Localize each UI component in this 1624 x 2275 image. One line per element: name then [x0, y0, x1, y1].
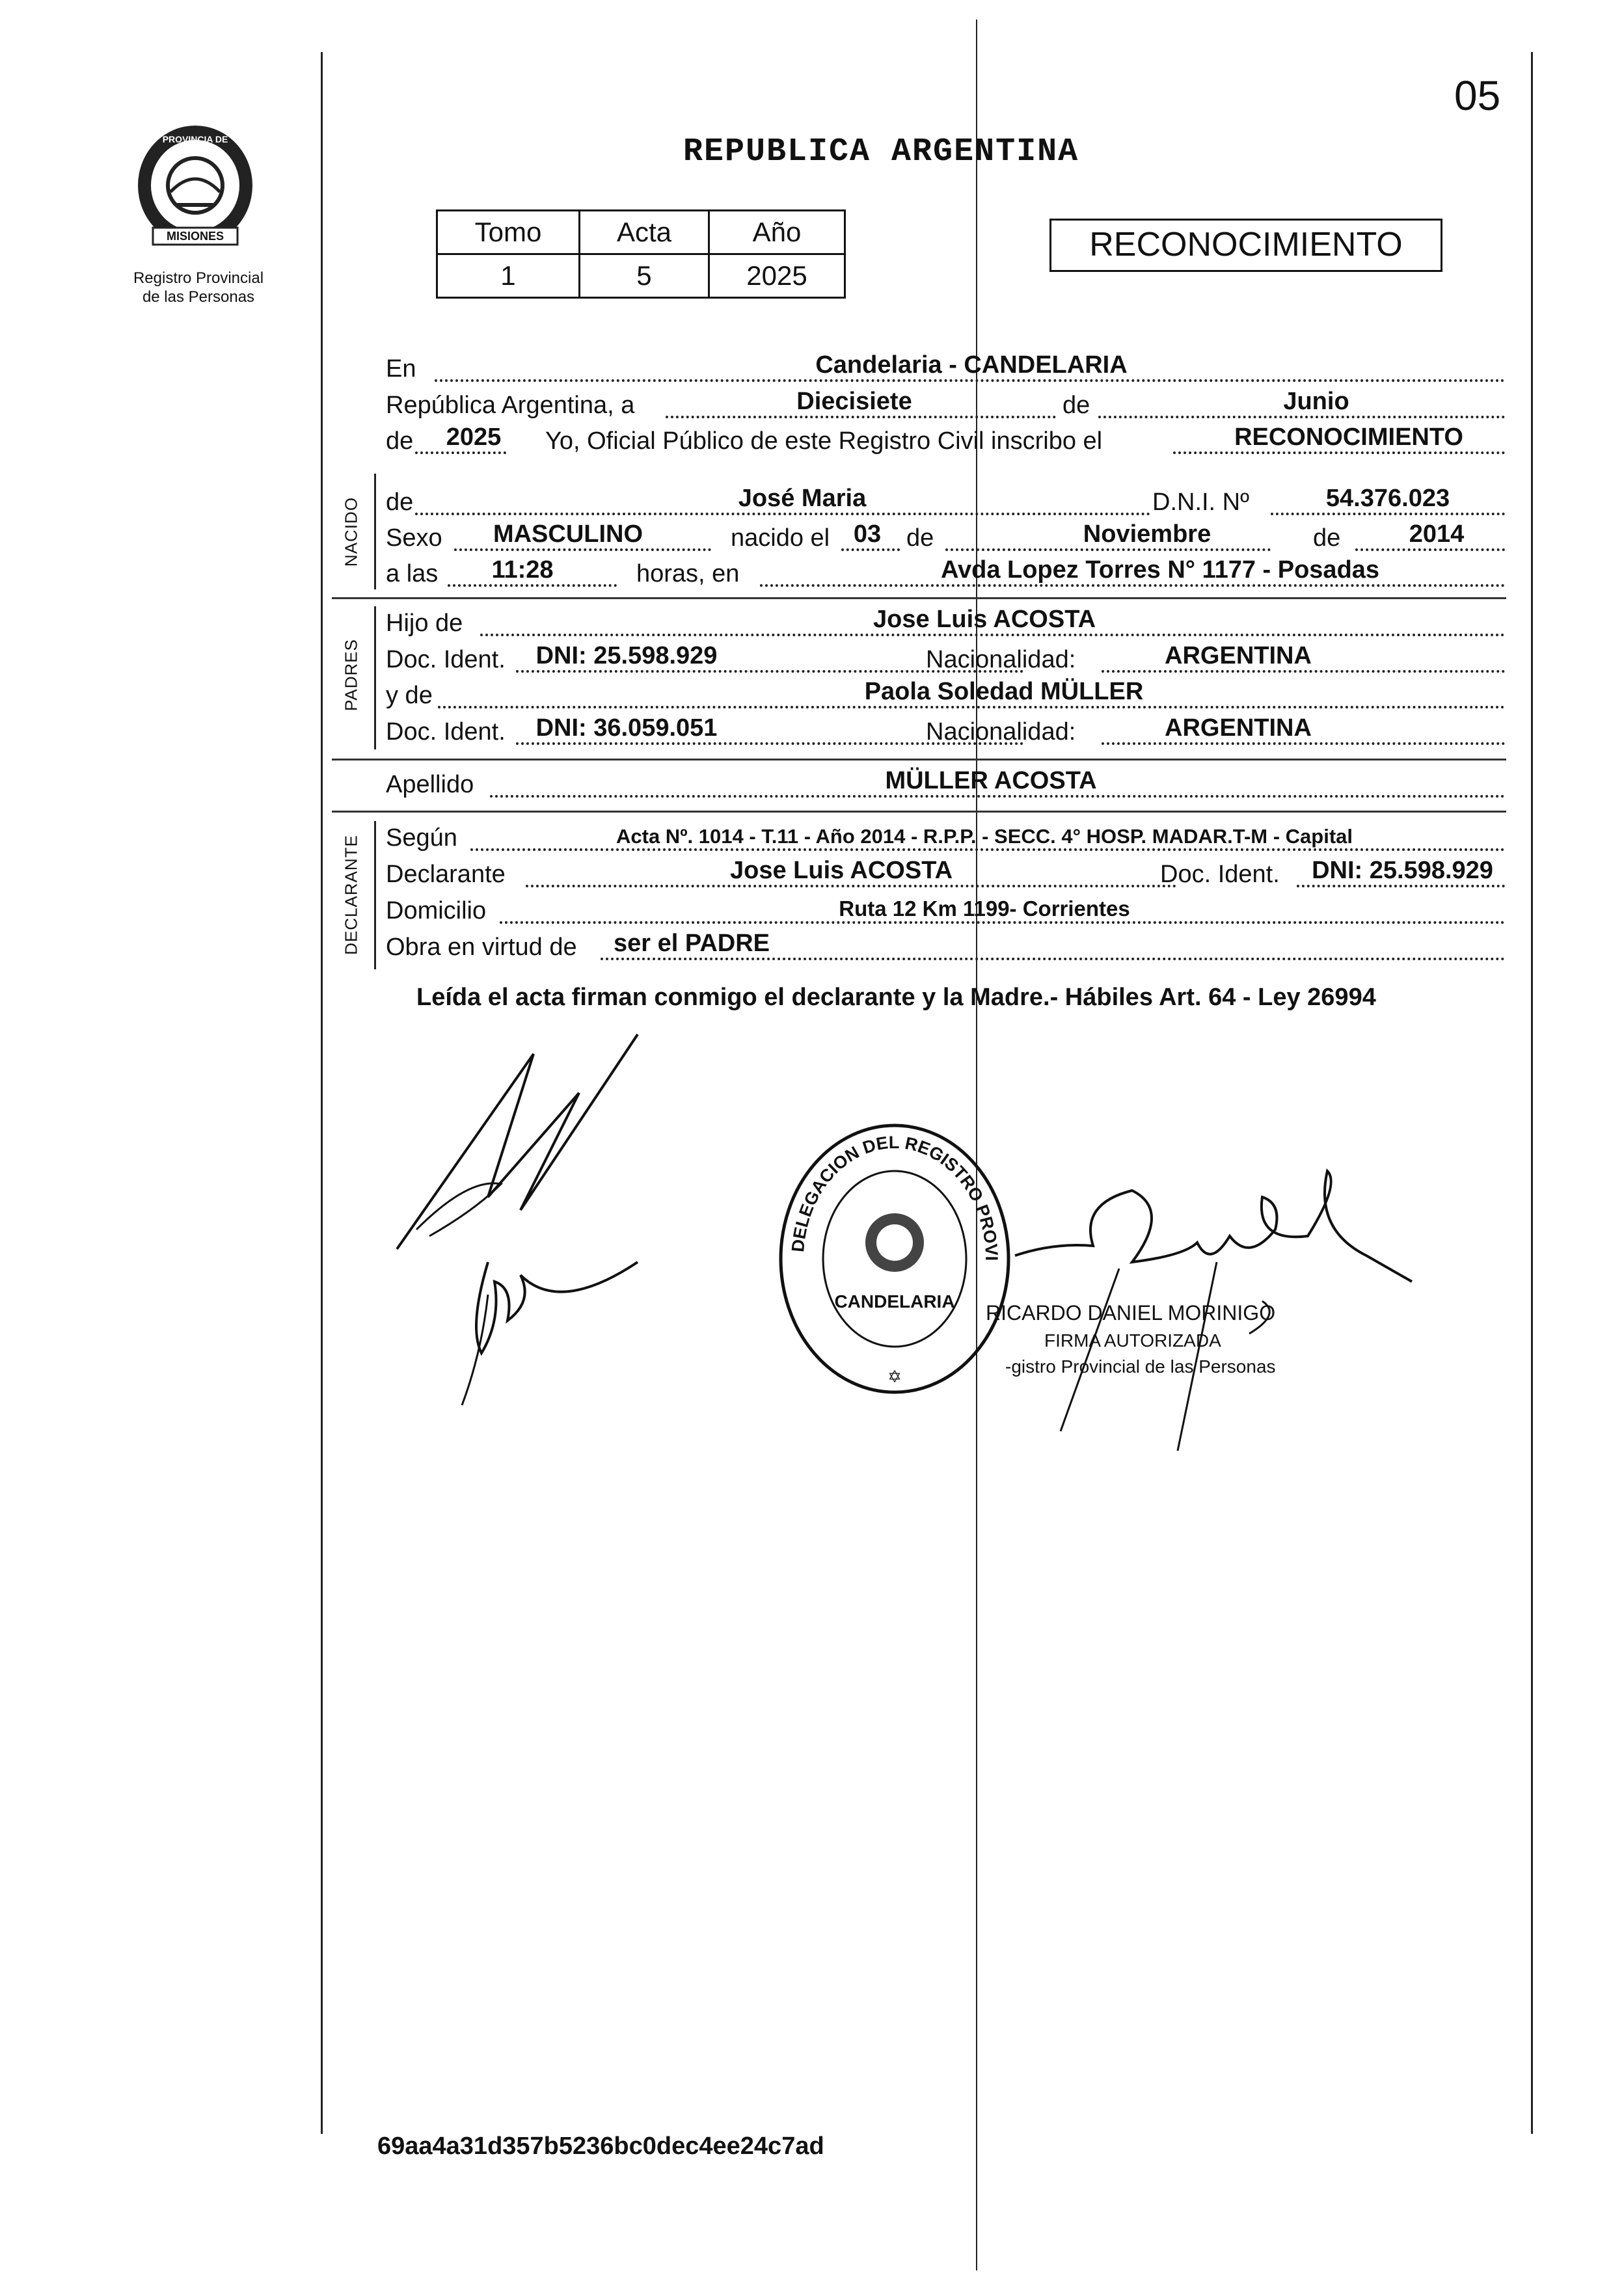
dots	[480, 634, 1505, 636]
value-sexo: MASCULINO	[493, 520, 643, 548]
label-doc-ident: Doc. Ident.	[386, 718, 506, 746]
label-de: de	[386, 489, 414, 516]
separator	[332, 811, 1506, 813]
section-label-declarante: DECLARANTE	[341, 835, 361, 955]
label-domicilio: Domicilio	[386, 897, 487, 924]
value-declarante-name: Jose Luis ACOSTA	[729, 857, 953, 884]
declarante-section-bar	[374, 821, 376, 969]
separator	[332, 597, 1506, 599]
row-mother	[386, 679, 1505, 715]
label-dni: D.N.I. Nº	[1152, 489, 1249, 516]
row-declarante	[386, 857, 1505, 894]
label-officer: Yo, Oficial Público de este Registro Civil inscribo el	[545, 427, 1103, 455]
signer-role: FIRMA AUTORIZADA	[1044, 1330, 1221, 1351]
province-seal-logo	[130, 120, 260, 250]
signer-office: -gistro Provincial de las Personas	[1005, 1356, 1276, 1377]
nacido-section-bar	[374, 474, 376, 589]
row-sexo	[386, 521, 1505, 558]
dots	[1297, 885, 1505, 887]
section-label-padres: PADRES	[341, 639, 361, 711]
dots	[415, 513, 1150, 515]
value-segun: Acta Nº. 1014 - T.11 - Año 2014 - R.P.P. - SECC. 4° HOSP. MADAR.T-M - Capital	[616, 825, 1353, 848]
dots	[601, 958, 1505, 960]
document-hash: 69aa4a31d357b5236bc0dec4ee24c7ad	[377, 2133, 824, 2160]
dots	[415, 451, 506, 454]
label-doc-ident: Doc. Ident.	[1160, 861, 1280, 888]
dots	[1098, 416, 1505, 418]
dots	[841, 548, 900, 551]
row-segun	[386, 821, 1505, 857]
value-child-name: José Maria	[738, 485, 867, 512]
value-mother-doc: DNI: 36.059.051	[535, 714, 718, 742]
logo-caption-line2: de las Personas	[142, 288, 255, 306]
svg-text:MISIONES: MISIONES	[166, 230, 224, 243]
dots	[1271, 513, 1505, 515]
section-label-nacido: NACIDO	[341, 496, 361, 567]
value-anio: 2025	[709, 254, 845, 298]
value-father-doc: DNI: 25.598.929	[535, 642, 718, 669]
value-month: Junio	[1283, 388, 1349, 415]
label-de-year: de	[386, 427, 414, 455]
dots	[470, 848, 1505, 851]
row-nacido-name	[386, 485, 1505, 522]
value-apellido: MÜLLER ACOSTA	[885, 767, 1097, 794]
dots	[1102, 742, 1505, 745]
registry-table-value-row	[437, 254, 845, 298]
right-margin-line	[1531, 52, 1533, 2134]
value-obra: ser el PADRE	[613, 930, 770, 957]
signer-name: RICARDO DANIEL MORINIGO	[986, 1301, 1276, 1325]
label-horas-en: horas, en	[636, 560, 740, 587]
logo-caption-line1: Registro Provincial	[133, 269, 264, 287]
registry-table	[436, 209, 846, 299]
value-day: Diecisiete	[796, 388, 912, 415]
svg-text:✡: ✡	[887, 1367, 902, 1387]
label-republica: República Argentina, a	[386, 392, 635, 419]
row-mother-doc	[386, 715, 1505, 751]
dots	[438, 706, 1505, 708]
page-number: 05	[1454, 72, 1501, 119]
value-place: Candelaria - CANDELARIA	[815, 351, 1128, 379]
label-y-de: y de	[386, 682, 433, 709]
value-child-dni: 54.376.023	[1325, 485, 1450, 512]
logo-caption	[117, 269, 280, 306]
dots	[666, 416, 1056, 418]
label-de: de	[1062, 392, 1090, 419]
label-segun: Según	[386, 824, 457, 852]
value-birth-month: Noviembre	[1083, 520, 1211, 548]
dots	[500, 921, 1505, 924]
value-acta: 5	[579, 254, 709, 298]
svg-text:CANDELARIA: CANDELARIA	[834, 1291, 955, 1312]
value-year: 2025	[446, 424, 502, 451]
label-nacionalidad: Nacionalidad:	[926, 646, 1076, 673]
label-de: de	[1313, 524, 1341, 552]
value-father-name: Jose Luis ACOSTA	[873, 606, 1096, 633]
label-hijo-de: Hijo de	[386, 610, 463, 637]
official-stamp	[774, 1119, 1015, 1399]
label-nacionalidad: Nacionalidad:	[926, 718, 1076, 746]
dots	[760, 584, 1505, 587]
dots	[526, 885, 1176, 887]
dots	[448, 584, 617, 587]
value-tomo: 1	[437, 254, 580, 298]
dots	[490, 795, 1505, 798]
value-mother-nationality: ARGENTINA	[1165, 714, 1312, 742]
row-date	[386, 388, 1505, 425]
dots	[945, 548, 1271, 551]
row-officer	[386, 424, 1505, 461]
act-type-box: RECONOCIMIENTO	[1049, 219, 1442, 272]
svg-text:DELEGACION DEL REGISTRO PROVIN: DELEGACION DEL REGISTRO PROVI	[788, 1132, 1002, 1261]
value-inscription: RECONOCIMIENTO	[1234, 424, 1463, 451]
label-nacido-el: nacido el	[731, 524, 830, 552]
value-declarante-doc: DNI: 25.598.929	[1312, 857, 1493, 884]
value-domicilio: Ruta 12 Km 1199- Corrientes	[839, 896, 1130, 921]
label-de: de	[906, 524, 934, 552]
dots	[1355, 548, 1505, 551]
registry-table-header-row	[437, 211, 845, 254]
padres-section-bar	[374, 606, 376, 749]
label-doc-ident: Doc. Ident.	[386, 646, 506, 673]
row-place	[386, 352, 1505, 388]
row-apellido	[386, 768, 1505, 804]
svg-text:PROVINCIA DE: PROVINCIA DE	[162, 134, 228, 144]
declarant-signature	[390, 1015, 664, 1418]
label-obra: Obra en virtud de	[386, 934, 577, 961]
value-birth-place: Avda Lopez Torres N° 1177 - Posadas	[940, 556, 1380, 584]
label-declarante: Declarante	[386, 861, 506, 888]
dots	[435, 379, 1505, 382]
value-time: 11:28	[491, 556, 554, 584]
row-obra	[386, 930, 1505, 967]
left-margin-line	[321, 52, 323, 2134]
value-birth-year: 2014	[1409, 520, 1465, 548]
value-birth-day: 03	[853, 520, 882, 548]
header-tomo: Tomo	[437, 211, 580, 254]
label-apellido: Apellido	[386, 771, 474, 798]
label-en: En	[386, 355, 416, 383]
closing-note: Leída el acta firman conmigo el declarante y la Madre.- Hábiles Art. 64 - Ley 26994	[416, 984, 1376, 1011]
document-title: REPUBLICA ARGENTINA	[683, 133, 1079, 170]
header-acta: Acta	[579, 211, 709, 254]
separator	[332, 759, 1506, 761]
row-hora	[386, 557, 1505, 593]
value-mother-name: Paola Soledad MÜLLER	[864, 678, 1144, 705]
dots	[1102, 670, 1505, 673]
dots	[454, 548, 711, 551]
row-father	[386, 606, 1505, 643]
value-father-nationality: ARGENTINA	[1165, 642, 1312, 669]
row-father-doc	[386, 643, 1505, 679]
header-anio: Año	[709, 211, 845, 254]
label-sexo: Sexo	[386, 524, 442, 552]
row-domicilio	[386, 894, 1505, 930]
dots	[1173, 451, 1505, 454]
label-a-las: a las	[386, 560, 439, 587]
